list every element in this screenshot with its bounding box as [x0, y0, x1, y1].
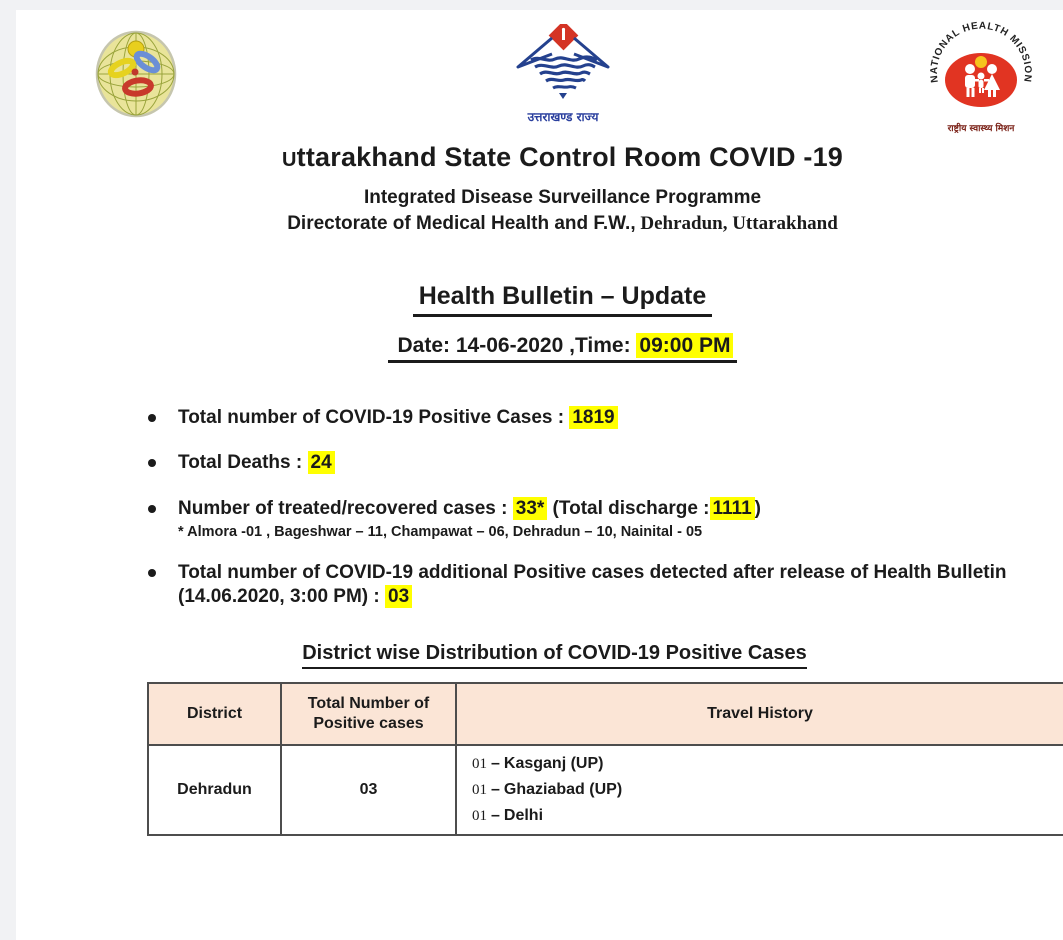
table-row [148, 745, 1063, 835]
title-rest: ttarakhand State Control Room COVID -19 [296, 142, 844, 172]
travel-count: 01 [472, 756, 487, 772]
statistics-list [146, 406, 1045, 609]
bulletin-date-line [388, 334, 738, 363]
list-item-additional-cases [146, 561, 1045, 609]
district-distribution-table [147, 682, 1063, 836]
travel-separator: – [491, 755, 500, 772]
list-item-recovered [146, 497, 1045, 541]
list-item-total-deaths [146, 451, 1045, 475]
stat-value-highlight: 33* [513, 497, 548, 520]
document-header [62, 142, 1063, 235]
subtitle: Integrated Disease Surveillance Programme [363, 187, 762, 208]
stat-label: Number of treated/recovered cases : [178, 498, 513, 519]
list-item-total-positive [146, 406, 1045, 430]
travel-separator: – [491, 781, 500, 798]
stat-value-highlight: 24 [308, 451, 335, 474]
national-health-mission-logo [921, 16, 1041, 134]
bullet-icon [148, 569, 156, 577]
nhm-icon [921, 16, 1041, 116]
stat-label: Total number of COVID-19 Positive Cases : [178, 407, 570, 428]
column-header-travel-history: Travel History [456, 683, 1063, 745]
column-header-district: District [148, 683, 281, 745]
travel-separator: – [491, 807, 500, 824]
stat-value-highlight: 1111 [710, 497, 755, 520]
idsp-globe-logo-icon [95, 30, 177, 118]
title-initial: U [281, 149, 297, 171]
travel-history-line [472, 803, 1055, 829]
department-sans: Directorate of Medical Health and F.W., [287, 213, 636, 234]
stat-label: (Total discharge : [547, 498, 710, 519]
uttarakhand-state-emblem [513, 24, 613, 125]
bullet-icon [148, 505, 156, 513]
cell-travel-history [456, 745, 1063, 835]
nhm-caption: राष्ट्रीय स्वास्थ्य मिशन [947, 124, 1015, 134]
document-page [16, 10, 1063, 940]
stat-value-highlight: 03 [385, 585, 412, 608]
stat-label: Total Deaths : [178, 452, 308, 473]
travel-history-line [472, 777, 1055, 803]
uttarakhand-emblem-icon [513, 24, 613, 102]
cell-district: Dehradun [148, 745, 281, 835]
time-highlight: 09:00 PM [636, 333, 733, 358]
stat-label: ) [754, 498, 761, 519]
travel-place: Ghaziabad (UP) [503, 781, 623, 798]
bullet-icon [148, 414, 156, 422]
table-header-row [148, 683, 1063, 745]
travel-place: Kasganj (UP) [503, 755, 604, 772]
bullet-icon [148, 459, 156, 467]
travel-history-line [472, 751, 1055, 777]
travel-count: 01 [472, 808, 487, 824]
stat-label: Total number of COVID-19 additional Positive cases detected after release of Health Bulletin (14.06.2020, 3:00 PM) : [178, 562, 1007, 607]
recovered-footnote: * Almora -01 , Bageshwar – 11, Champawat – 06, Dehradun – 10, Nainital - 05 [178, 524, 703, 540]
department-line [62, 213, 1063, 235]
table-title: District wise Distribution of COVID-19 Positive Cases [302, 642, 807, 669]
travel-count: 01 [472, 782, 487, 798]
cell-total-positive: 03 [281, 745, 456, 835]
page-title [62, 142, 1063, 173]
travel-place: Delhi [503, 807, 544, 824]
stat-value-highlight: 1819 [569, 406, 617, 429]
table-title-block [46, 642, 1063, 669]
department-location: Dehradun, Uttarakhand [635, 213, 838, 234]
bulletin-heading-block [62, 282, 1063, 363]
column-header-total-positive: Total Number of Positive cases [281, 683, 456, 745]
uttarakhand-emblem-caption: उत्तराखण्ड राज्य [527, 110, 599, 124]
nhm-arc-text: NATIONAL HEALTH MISSION [928, 20, 1034, 84]
date-prefix: Date: 14-06-2020 ,Time: [397, 334, 637, 357]
bulletin-title: Health Bulletin – Update [413, 282, 713, 317]
idsp-globe-icon [95, 30, 177, 118]
